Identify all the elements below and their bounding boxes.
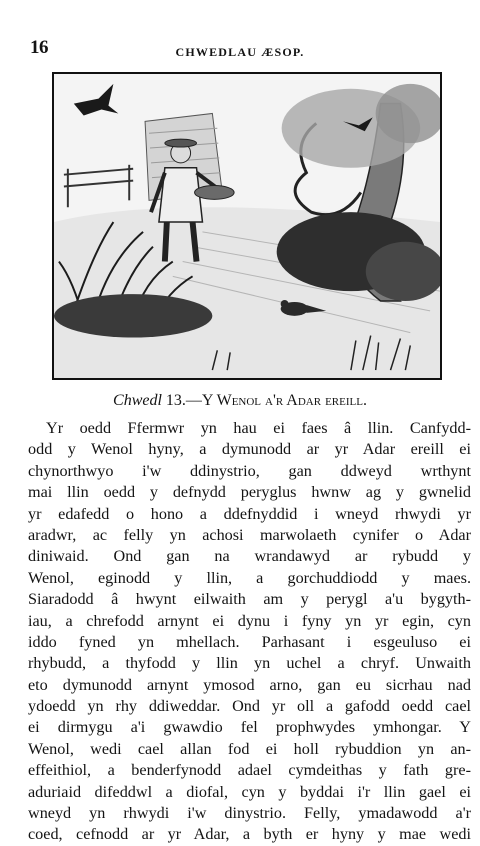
text-line: chynorthwyo i'w ddinystrio, gan ddweyd wrthynt bbox=[28, 461, 471, 480]
text-line: ei dirmygu a'i gwawdio fel prophwydes ymhongar. Y bbox=[28, 718, 471, 737]
page-number: 16 bbox=[30, 37, 48, 58]
text-line: rhybudd, a thyfodd y llin yn uchel a chryf. Unwaith bbox=[28, 654, 471, 673]
text-line: ydoedd yn rhy ddiweddar. Ond yr oll a gafodd oedd cael bbox=[28, 697, 471, 716]
text-line: aduriaid difeddwl a diofal, cyn y byddai i'r llin gael ei bbox=[28, 782, 471, 801]
text-line: yr edafedd o hono a ddefnyddid i wneyd rhwydi yr bbox=[28, 504, 471, 523]
text-line: diniwaid. Ond gan na wrandawyd ar rybudd y bbox=[28, 547, 471, 566]
text-line: aradwr, ac felly yn achosi marwolaeth cynifer o Adar bbox=[28, 525, 471, 544]
text-line: wneyd yn rhwydi i'w dinystrio. Felly, ymadawodd a'r bbox=[28, 804, 471, 823]
text-line: eto dymunodd arnynt ymosod arno, gan eu sicrhau nad bbox=[28, 675, 471, 694]
text-line: iau, a chrefodd arnynt ei dynu i fyny yn yr egin, cyn bbox=[28, 611, 471, 630]
text-line: Wenol, eginodd y llin, a gorchuddiodd y maes. bbox=[28, 568, 471, 587]
text-line: Yr oedd Ffermwr yn hau ei faes â llin. Canfydd- bbox=[46, 419, 471, 437]
caption-label: Chwedl bbox=[113, 392, 162, 409]
woodcut-illustration bbox=[54, 74, 440, 378]
text-line: coed, cefnodd ar yr Adar, a byth er hyny y mae wedi bbox=[28, 825, 471, 844]
figure-caption bbox=[0, 392, 480, 410]
body-text bbox=[28, 418, 471, 846]
text-line: mai llin oedd y defnydd peryglus hwnw ag y gwnelid bbox=[28, 483, 471, 502]
text-line: Siaradodd â hwynt eilwaith am y perygl a'u bygyth- bbox=[28, 590, 471, 609]
text-line: odd y Wenol hyny, a dymunodd ar yr Adar ereill ei bbox=[28, 440, 471, 459]
running-title: CHWEDLAU ÆSOP. bbox=[175, 45, 305, 59]
illustration bbox=[52, 72, 442, 380]
caption-number: 13. bbox=[165, 392, 186, 409]
text-line: iddo fyned yn mhellach. Parhasant i esgeuluso ei bbox=[28, 632, 471, 651]
caption-title: —Y Wenol a'r Adar ereill. bbox=[185, 392, 367, 409]
text-line: Wenol, wedi cael allan fod ei holl rybuddion yn an- bbox=[28, 739, 471, 758]
text-line: effeithiol, a benderfynodd adael cymdeithas y fath gre- bbox=[28, 761, 471, 780]
